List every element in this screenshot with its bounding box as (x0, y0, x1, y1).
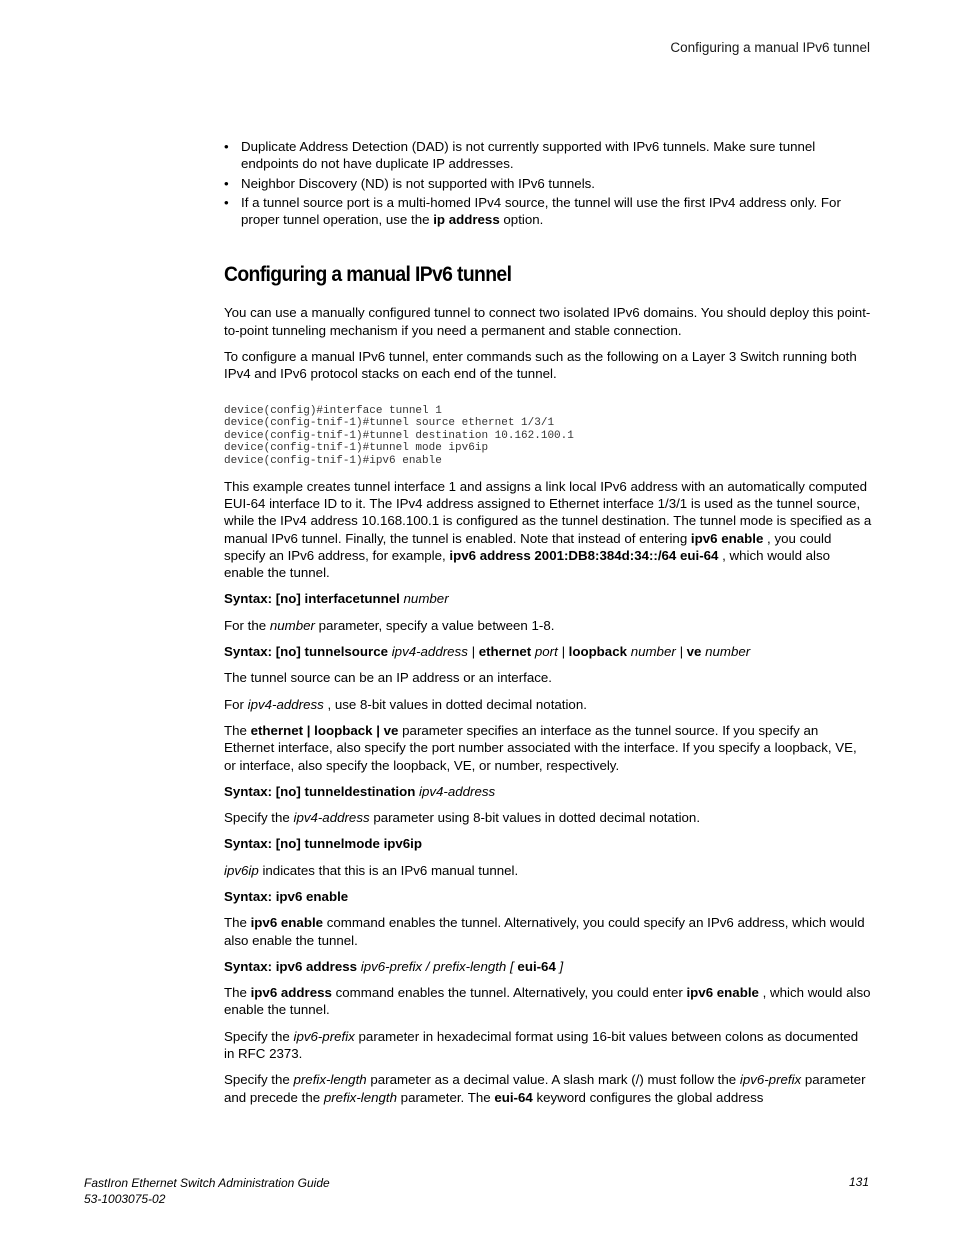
page-number: 131 (848, 1175, 869, 1189)
syntax-interface-tunnel: Syntax: [no] interfacetunnel number (224, 591, 449, 607)
example-explanation: This example creates tunnel interface 1 and assigns a link local IPv6 address with an automatically computed EUI-64 interface ID to it. The IPv4 address assigned to Ethernet interface 1/3/1 is used as the tunnel source, while the IPv4 address 10.168.100.1 is configured as the tunnel destination. The tunnel mode is specified as a manual IPv6 tunnel. Finally, the tunnel is enabled. Note that instead of entering ipv6 enable , you could specify an IPv6 address, for example, ipv6 address 2001:DB8:384d:34::/64 eui-64 , which would also enable the tunnel. (224, 478, 872, 581)
intro-paragraph: To configure a manual IPv6 tunnel, enter commands such as the following on a Layer 3 Switch running both IPv4 and IPv6 protocol stacks on each end of the tunnel. (224, 349, 857, 382)
ipv4-address-desc: For ipv4-address , use 8-bit values in dotted decimal notation. (224, 696, 587, 712)
syntax-ipv6-enable: Syntax: ipv6 enable (224, 888, 349, 904)
number-parameter-desc: For the number parameter, specify a value between 1-8. (224, 617, 555, 633)
page-body (224, 138, 872, 1115)
enable-desc: The ipv6 enable command enables the tunnel. Alternatively, you could specify an IPv6 address, which would also enable the tunnel. (224, 915, 865, 948)
mode-desc: ipv6ip indicates that this is an IPv6 manual tunnel. (224, 862, 519, 878)
code-line: device(config-tnif-1)#tunnel destination 10.162.100.1 (224, 429, 574, 442)
syntax-tunnel-mode: Syntax: [no] tunnelmode ipv6ip (224, 836, 422, 852)
code-line: device(config-tnif-1)#tunnel source ethernet 1/3/1 (224, 417, 555, 430)
footer-doc-number: 53-1003075-02 (84, 1192, 166, 1206)
running-header: Configuring a manual IPv6 tunnel (670, 40, 870, 55)
cli-example (224, 405, 872, 468)
destination-desc: Specify the ipv4-address parameter using 8-bit values in dotted decimal notation. (224, 810, 701, 826)
syntax-tunnel-destination: Syntax: [no] tunneldestination ipv4-address (224, 783, 496, 799)
prefix-desc: Specify the ipv6-prefix parameter in hexadecimal format using 16-bit values between colons as documented in RFC 2373. (224, 1028, 859, 1062)
prefix-length-desc: Specify the prefix-length parameter as a decimal value. A slash mark (/) must follow the ipv6-prefix parameter and precede the prefix-length parameter. The eui-64 keyword configures the global address (224, 1072, 866, 1105)
address-desc: The ipv6 address command enables the tunnel. Alternatively, you could enter ipv6 enable , which would also enable the tunnel. (224, 985, 871, 1018)
footer-doc-info (84, 1175, 330, 1207)
code-line: device(config)#interface tunnel 1 (224, 404, 442, 417)
footer-guide-title: FastIron Ethernet Switch Administration Guide (84, 1176, 330, 1190)
intro-paragraph: You can use a manually configured tunnel to connect two isolated IPv6 domains. You should deploy this point-to-point tunneling mechanism if you need a permanent and stable connection. (224, 305, 871, 338)
syntax-ipv6-address: Syntax: ipv6 address ipv6-prefix / prefix-length [ eui-64 ] (224, 958, 564, 974)
list-item: • If a tunnel source port is a multi-homed IPv4 source, the tunnel will use the first IPv4 address only. For proper tunnel operation, use the ip address option. (224, 194, 872, 229)
code-line: device(config-tnif-1)#tunnel mode ipv6ip (224, 442, 489, 455)
list-item: • Duplicate Address Detection (DAD) is not currently supported with IPv6 tunnels. Make sure tunnel endpoints do not have duplicate IP addresses. (224, 138, 872, 173)
interface-param-desc: The ethernet | loopback | ve parameter specifies an interface as the tunnel source. If you specify an Ethernet interface, also specify the port number associated with the interface. If you specify a loopback, VE, or interface, also specify the loopback, VE, or number, respectively. (224, 722, 857, 773)
list-item: • Neighbor Discovery (ND) is not supported with IPv6 tunnels. (224, 175, 872, 192)
code-line: device(config-tnif-1)#ipv6 enable (224, 455, 442, 468)
limitations-list (224, 138, 872, 228)
source-desc: The tunnel source can be an IP address or an interface. (224, 670, 552, 686)
syntax-tunnel-source: Syntax: [no] tunnelsource ipv4-address | ethernet port | loopback number | ve number (224, 644, 751, 660)
section-heading: Configuring a manual IPv6 tunnel (224, 262, 512, 287)
